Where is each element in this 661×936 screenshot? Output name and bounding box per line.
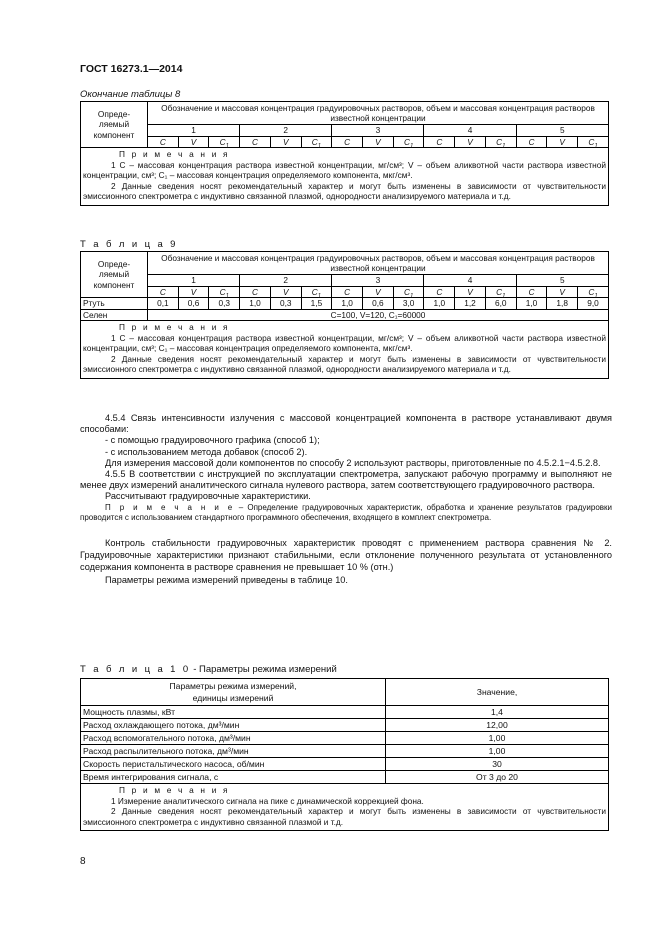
table-9 (80, 251, 609, 379)
value-cell: 12,00 (386, 719, 609, 732)
row-name: Селен (81, 309, 148, 321)
value-cell: 0,3 (270, 298, 301, 310)
table-row (81, 745, 609, 758)
standard-header: ГОСТ 16273.1—2014 (80, 63, 183, 75)
subheader-c: C (332, 136, 363, 148)
table-8 (80, 101, 609, 206)
paragraph-params: Параметры режима измерений приведены в таблице 10. (105, 574, 348, 585)
table10-caption-label: Т а б л и ц а 1 0 (80, 664, 191, 675)
value-cell: 0,6 (178, 298, 209, 310)
group-header: 4 (424, 125, 516, 137)
subheader-c1: $C_1$ (301, 286, 332, 298)
value-cell: 1,4 (386, 706, 609, 719)
subheader-v: V (363, 286, 394, 298)
table-row (81, 706, 609, 719)
table-row (81, 719, 609, 732)
component-header: Опреде- ляемый компонент (81, 102, 148, 148)
concentration-header: Обозначение и массовая концентрация градуировочных растворов, объем и массовая концентрация растворов известной концентрации (148, 252, 609, 275)
table-row-selenium (81, 309, 609, 321)
concentration-header: Обозначение и массовая концентрация градуировочных растворов, объем и массовая концентрация растворов известной концентрации (148, 102, 609, 125)
note-text: – Определение градуировочных характеристик, обработка и хранение результатов градуировки проводится с использованием стандартного программного обеспечения, входящего в комплект спектрометра. (80, 502, 612, 522)
subheader-c: C (148, 286, 179, 298)
table10-notes (81, 784, 609, 831)
subheader-c: C (516, 286, 547, 298)
row-name: Ртуть (81, 298, 148, 310)
value-cell: 1,00 (386, 745, 609, 758)
paragraph-4-5-4: 4.5.4 Связь интенсивности излучения с массовой концентрацией компонента в растворе устанавливают двумя способами: (80, 413, 612, 435)
note-1: 1 C – массовая концентрация раствора известной концентрации, мг/см³; V – объем аликвотной части раствора известной концентрации, см³; C₁ – массовая концентрация определяемого компонента, мкг/см³. (83, 332, 606, 353)
table8-notes (81, 148, 609, 206)
value-cell: 0,3 (209, 298, 240, 310)
param-cell: Скорость перистальтического насоса, об/мин (81, 758, 386, 771)
subheader-c1: $C_1$ (485, 286, 516, 298)
subheader-c: C (240, 136, 271, 148)
table-row-mercury (81, 298, 609, 310)
table9-notes (81, 321, 609, 379)
selenium-value: C=100, V=120, C₁=60000 (148, 309, 609, 321)
group-header: 1 (148, 125, 240, 137)
value-cell: 1,5 (301, 298, 332, 310)
value-cell: 0,1 (148, 298, 179, 310)
note-2: 2 Данные сведения носят рекомендательный характер и могут быть изменены в зависимости от чувствительности эмиссионного спектрометра с индуктивно связанной плазмой, однородности анализируемого материала и т.д. (83, 180, 606, 201)
paragraph-calc: Рассчитывают градуировочные характеристики. (105, 491, 311, 502)
subheader-c1: $C_1$ (578, 136, 609, 148)
subheader-row (81, 286, 609, 298)
value-cell: 3,0 (393, 298, 424, 310)
table-row (81, 732, 609, 745)
group-header: 3 (332, 125, 424, 137)
paragraph-control: Контроль стабильности градуировочных характеристик проводят с применением раствора сравнения № 2. Градуировочные характеристики признают стабильными, если отклонение полученного результата от установленного содержания компонента в растворе сравнения не превышает 10 % (отн.) (80, 537, 612, 572)
component-header: Опреде- ляемый компонент (81, 252, 148, 298)
subheader-v: V (455, 286, 486, 298)
table10-caption (80, 664, 337, 675)
group-row (81, 125, 609, 137)
list-item-2: - с использованием метода добавок (способ 2). (105, 446, 308, 457)
note-2: 2 Данные сведения носят рекомендательный характер и могут быть изменены в зависимости от чувствительности эмиссионного спектрометра с индуктивно связанной плазмой и т.д. (83, 806, 606, 827)
subheader-c1: $C_1$ (578, 286, 609, 298)
table-row (81, 771, 609, 784)
group-header: 2 (240, 275, 332, 287)
table8-caption (80, 89, 180, 100)
subheader-v: V (547, 286, 578, 298)
group-row (81, 275, 609, 287)
value-cell: 1,00 (386, 732, 609, 745)
note-paragraph (80, 503, 612, 523)
value-cell: От 3 до 20 (386, 771, 609, 784)
subheader-row (81, 136, 609, 148)
value-cell: 0,6 (363, 298, 394, 310)
value-cell: 1,0 (516, 298, 547, 310)
note-1: 1 Измерение аналитического сигнала на пике с динамической коррекцией фона. (111, 795, 424, 806)
subheader-c1: $C_1$ (209, 286, 240, 298)
subheader-v: V (547, 136, 578, 148)
col-params-header: Параметры режима измерений, единицы измерений (81, 679, 386, 706)
subheader-c1: $C_1$ (209, 136, 240, 148)
notes-label: П р и м е ч а н и я (119, 149, 230, 159)
subheader-c1: $C_1$ (301, 136, 332, 148)
value-cell: 1,8 (547, 298, 578, 310)
subheader-v: V (178, 136, 209, 148)
group-header: 5 (516, 125, 608, 137)
table-10 (80, 678, 609, 831)
group-header: 2 (240, 125, 332, 137)
list-item-1: - с помощью градуировочного графика (способ 1); (105, 435, 320, 446)
value-cell: 30 (386, 758, 609, 771)
paragraph-4-5-5: 4.5.5 В соответствии с инструкцией по эксплуатации спектрометра, запускают рабочую программу и выполняют не менее двух измерений аналитического сигнала нулевого раствора, затем соответствующего градуировочного раствора. (80, 469, 612, 491)
subheader-v: V (178, 286, 209, 298)
note-2: 2 Данные сведения носят рекомендательный характер и могут быть изменены в зависимости от чувствительности эмиссионного спектрометра с индуктивно связанной плазмой, однородности анализируемого материала и т.д. (83, 353, 606, 374)
param-cell: Расход охлаждающего потока, дм³/мин (81, 719, 386, 732)
table-row (81, 758, 609, 771)
table9-caption: Т а б л и ц а 9 (80, 239, 178, 250)
group-header: 5 (516, 275, 608, 287)
value-cell: 1,0 (424, 298, 455, 310)
value-cell: 6,0 (485, 298, 516, 310)
subheader-c: C (424, 136, 455, 148)
paragraph-measure: Для измерения массовой доли компонентов по способу 2 используют растворы, приготовленные по 4.5.2.1−4.5.2.8. (105, 457, 601, 468)
subheader-c1: $C_1$ (393, 136, 424, 148)
param-cell: Расход вспомогательного потока, дм³/мин (81, 732, 386, 745)
subheader-c: C (240, 286, 271, 298)
value-cell: 1,0 (240, 298, 271, 310)
subheader-c: C (332, 286, 363, 298)
table10-caption-title: - Параметры режима измерений (190, 664, 337, 675)
param-cell: Расход распылительного потока, дм³/мин (81, 745, 386, 758)
subheader-v: V (270, 136, 301, 148)
subheader-v: V (363, 136, 394, 148)
value-cell: 9,0 (578, 298, 609, 310)
table8-caption-text: Окончание таблицы 8 (80, 89, 181, 100)
page-number: 8 (80, 856, 86, 867)
notes-label: П р и м е ч а н и я (119, 785, 230, 795)
col-value-header: Значение, (386, 679, 609, 706)
group-header: 4 (424, 275, 516, 287)
spacer (80, 523, 612, 537)
group-header: 3 (332, 275, 424, 287)
param-cell: Время интегрирования сигнала, с (81, 771, 386, 784)
note-1: 1 C – массовая концентрация раствора известной концентрации, мг/см³; V – объем аликвотной части раствора известной концентрации, см³; C₁ – массовая концентрация определяемого компонента, мкг/см³. (83, 159, 606, 180)
value-cell: 1,2 (455, 298, 486, 310)
group-header: 1 (148, 275, 240, 287)
subheader-c: C (424, 286, 455, 298)
subheader-c: C (148, 136, 179, 148)
subheader-c: C (516, 136, 547, 148)
subheader-c1: $C_1$ (485, 136, 516, 148)
note-label: П р и м е ч а н и е (105, 502, 235, 512)
subheader-v: V (270, 286, 301, 298)
notes-label: П р и м е ч а н и я (119, 322, 230, 332)
subheader-c1: $C_1$ (393, 286, 424, 298)
value-cell: 1,0 (332, 298, 363, 310)
subheader-v: V (455, 136, 486, 148)
param-cell: Мощность плазмы, кВт (81, 706, 386, 719)
body-text (80, 413, 612, 586)
